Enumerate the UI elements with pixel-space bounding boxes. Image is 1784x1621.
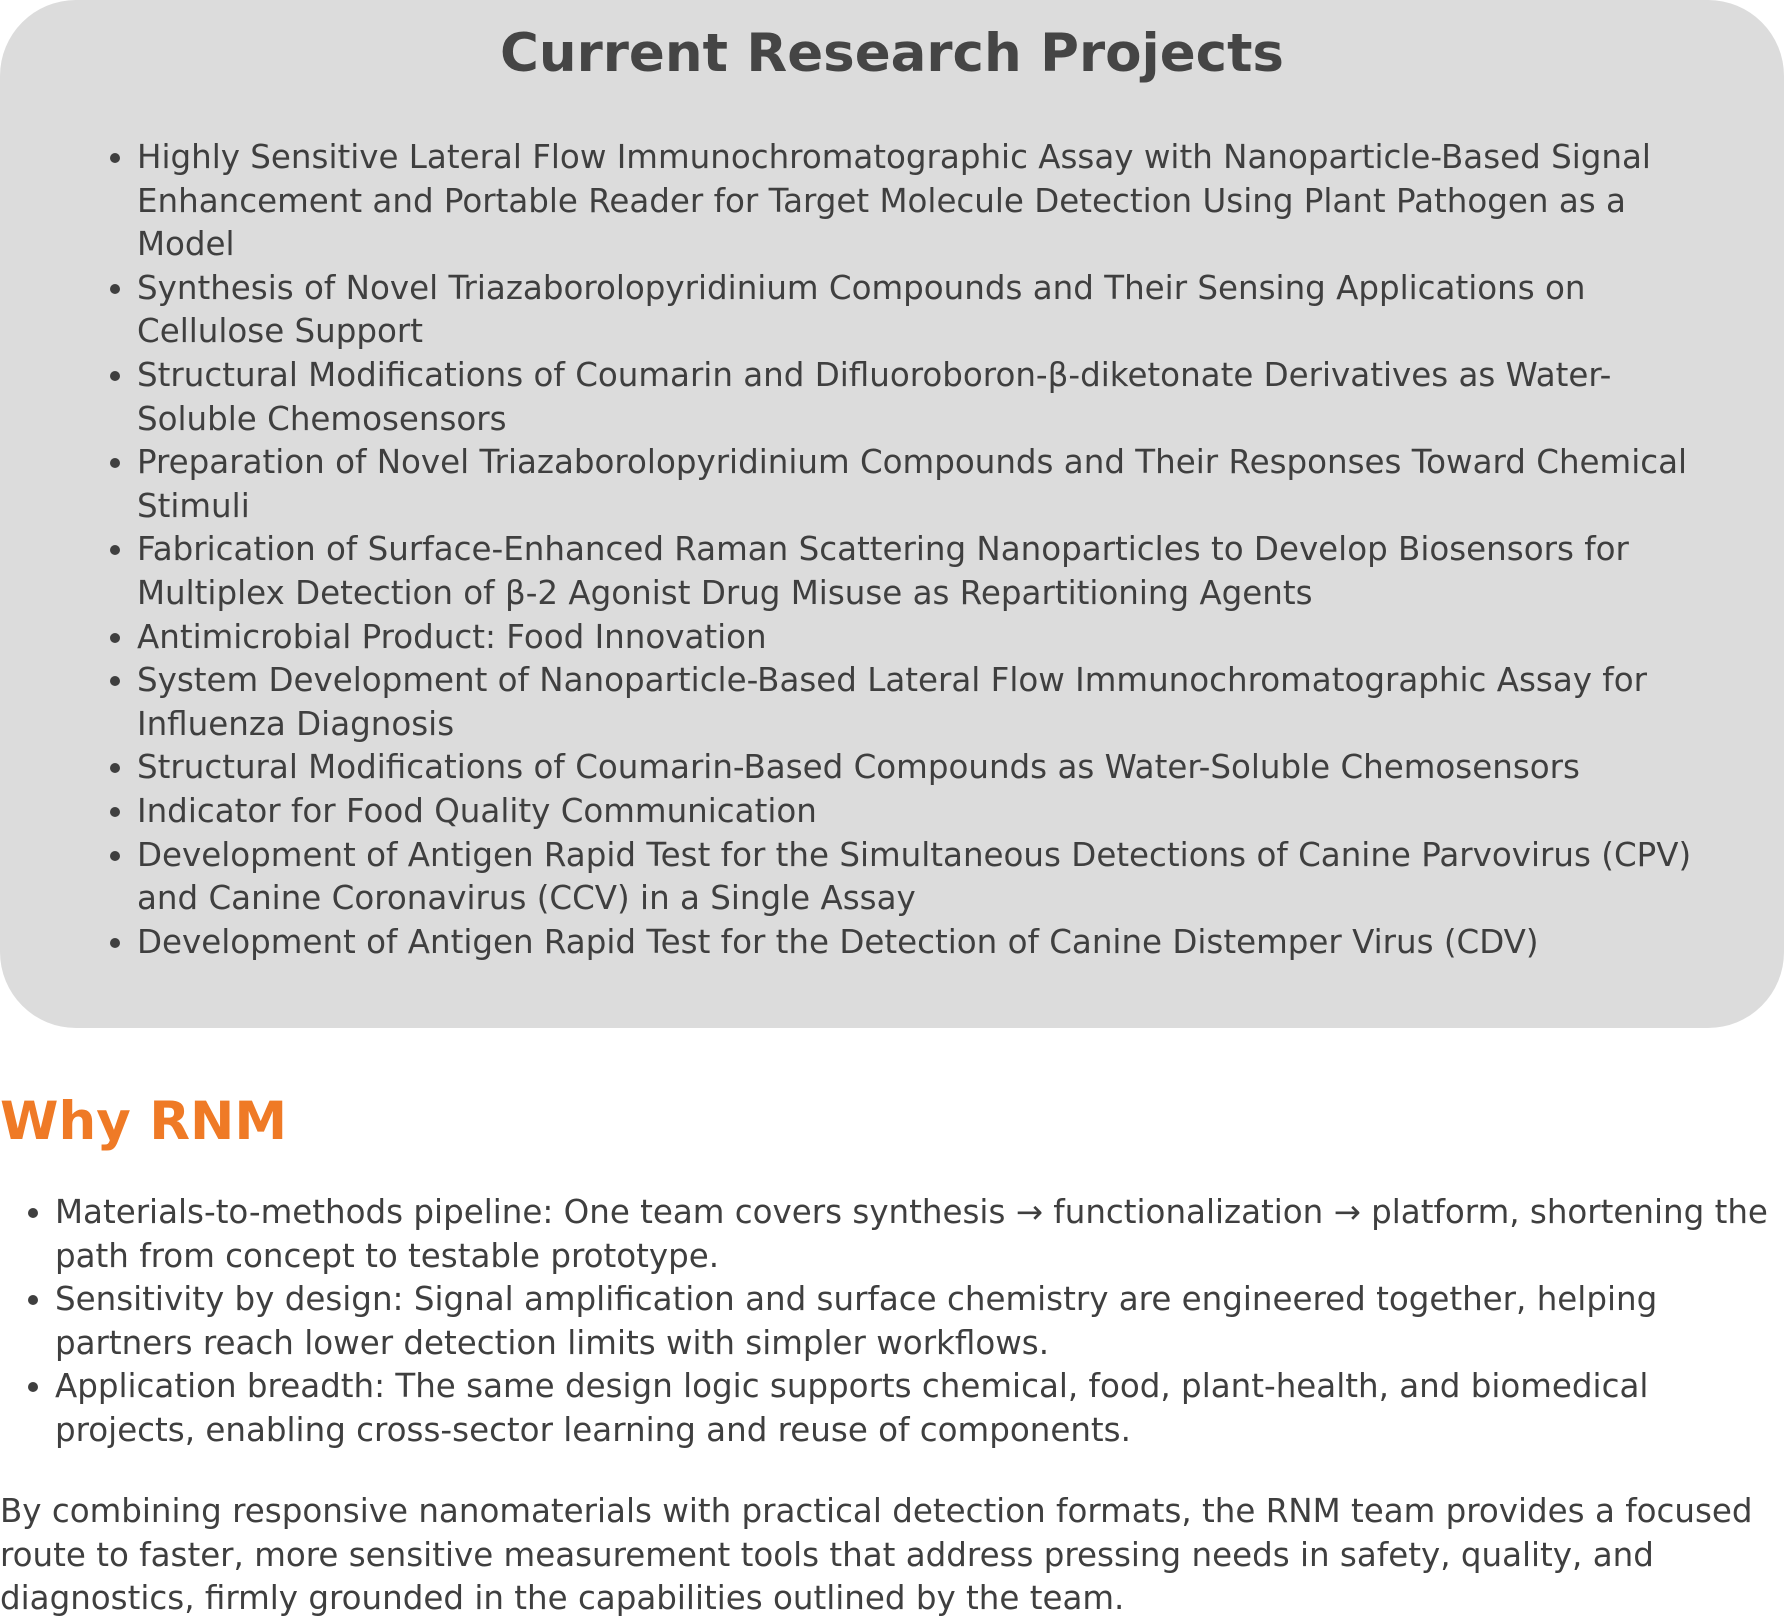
list-item: • Development of Antigen Rapid Test for the Simultaneous Detections of Canine Parvovirus (CPV) and Canine Coronavirus (CCV) in a Single Assay — [137, 834, 1700, 921]
list-item: • Antimicrobial Product: Food Innovation — [137, 616, 1700, 660]
list-item: • Sensitivity by design: Signal amplification and surface chemistry are engineered together, helping partners reach lower detection limits with simpler workflows. — [55, 1278, 1784, 1365]
why-rnm-heading: Why RNM — [0, 1091, 288, 1152]
list-item: • Preparation of Novel Triazaborolopyridinium Compounds and Their Responses Toward Chemical Stimuli — [137, 441, 1700, 528]
list-item: • System Development of Nanoparticle-Based Lateral Flow Immunochromatographic Assay for Influenza Diagnosis — [137, 659, 1700, 746]
list-item: • Development of Antigen Rapid Test for the Detection of Canine Distemper Virus (CDV) — [137, 921, 1700, 965]
list-item: • Highly Sensitive Lateral Flow Immunochromatographic Assay with Nanoparticle-Based Signal Enhancement and Portable Reader for Target Molecule Detection Using Plant Pathogen as a Model — [137, 136, 1700, 267]
closing-paragraph: By combining responsive nanomaterials with practical detection formats, the RNM team provides a focused route to faster, more sensitive measurement tools that address pressing needs in safety, quality, and diagnostics, firmly grounded in the capabilities outlined by the team. — [0, 1492, 1753, 1618]
list-item: • Application breadth: The same design logic supports chemical, food, plant-health, and biomedical projects, enabling cross-sector learning and reuse of components. — [55, 1365, 1784, 1452]
list-item: • Fabrication of Surface-Enhanced Raman Scattering Nanoparticles to Develop Biosensors for Multiplex Detection of β-2 Agonist Drug Misuse as Repartitioning Agents — [137, 528, 1700, 615]
why-rnm-list — [0, 1191, 1784, 1453]
list-item: • Indicator for Food Quality Communication — [137, 790, 1700, 834]
list-item: • Structural Modifications of Coumarin and Difluoroboron-β-diketonate Derivatives as Water-Soluble Chemosensors — [137, 354, 1700, 441]
list-item: • Materials-to-methods pipeline: One team covers synthesis → functionalization → platform, shortening the path from concept to testable prototype. — [55, 1191, 1784, 1278]
list-item: • Synthesis of Novel Triazaborolopyridinium Compounds and Their Sensing Applications on Cellulose Support — [137, 267, 1700, 354]
research-projects-title: Current Research Projects — [500, 23, 1284, 84]
list-item: • Structural Modifications of Coumarin-Based Compounds as Water-Soluble Chemosensors — [137, 746, 1700, 790]
research-projects-list — [0, 136, 1700, 964]
